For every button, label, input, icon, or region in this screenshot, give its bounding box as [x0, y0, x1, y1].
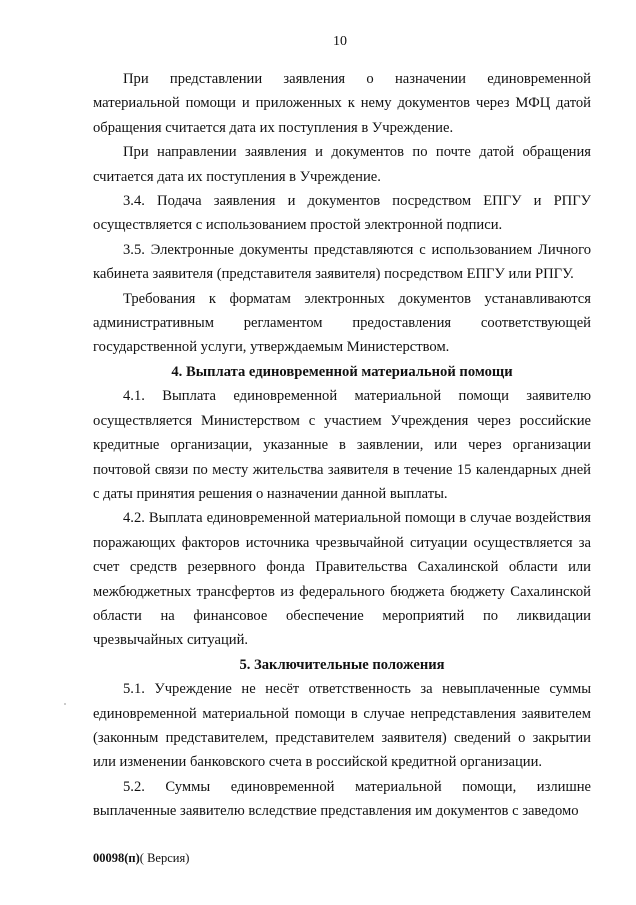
paragraph-3-5: 3.5. Электронные документы представляются с использованием Личного кабинета заявителя (представителя заявителя) посредством ЕПГУ или РПГУ. — [93, 241, 591, 283]
paragraph-4-1: 4.1. Выплата единовременной материальной помощи заявителю осуществляется Министерством с участием Учреждения через российские кредитные организации, указанные в заявлении, или через организации почтовой связи по месту жительства заявителя в течение 15 календарных дней с даты принятия решения о назначении данной выплаты. — [93, 388, 591, 502]
scan-speck — [64, 703, 66, 705]
paragraph-3-4: 3.4. Подача заявления и документов посредством ЕПГУ и РПГУ осуществляется с использованием простой электронной подписи. — [93, 193, 591, 234]
page-number: 10 — [333, 34, 347, 49]
document-footer — [93, 851, 189, 866]
document-version: ( Версия) — [139, 851, 190, 865]
paragraph-format-requirements: Требования к форматам электронных документов устанавливаются административным регламентом предоставления соответствующей государственной услуги, утверждаемым Министерством. — [93, 290, 591, 356]
document-body — [93, 67, 591, 824]
section-heading-5: 5. Заключительные положения — [239, 656, 445, 673]
section-heading-4: 4. Выплата единовременной материальной помощи — [171, 363, 513, 380]
document-code: 00098(п) — [93, 851, 140, 865]
paragraph-5-1: 5.1. Учреждение не несёт ответственность за невыплаченные суммы единовременной материальной помощи в случае непредставления заявителем (законным представителем, представителем заявителя) сведений о закрытии или изменении банковского счета в российской кредитной организации. — [93, 681, 591, 771]
paragraph-5-2: 5.2. Суммы единовременной материальной помощи, излишне выплаченные заявителю вследствие представления им документов с заведомо — [93, 778, 591, 820]
paragraph-4-2: 4.2. Выплата единовременной материальной помощи в случае воздействия поражающих факторов источника чрезвычайной ситуации осуществляется за счет средств резервного фонда Правительства Сахалинской области или межбюджетных трансфертов из федерального бюджета бюджету Сахалинской области на финансовое обеспечение мероприятий по ликвидации чрезвычайных ситуаций. — [93, 510, 591, 649]
paragraph-postal-submission: При направлении заявления и документов по почте датой обращения считается дата их поступления в Учреждение. — [93, 144, 591, 185]
paragraph-mfc-submission: При представлении заявления о назначении единовременной материальной помощи и приложенных к нему документов через МФЦ датой обращения считается дата их поступления в Учреждение. — [93, 71, 591, 136]
